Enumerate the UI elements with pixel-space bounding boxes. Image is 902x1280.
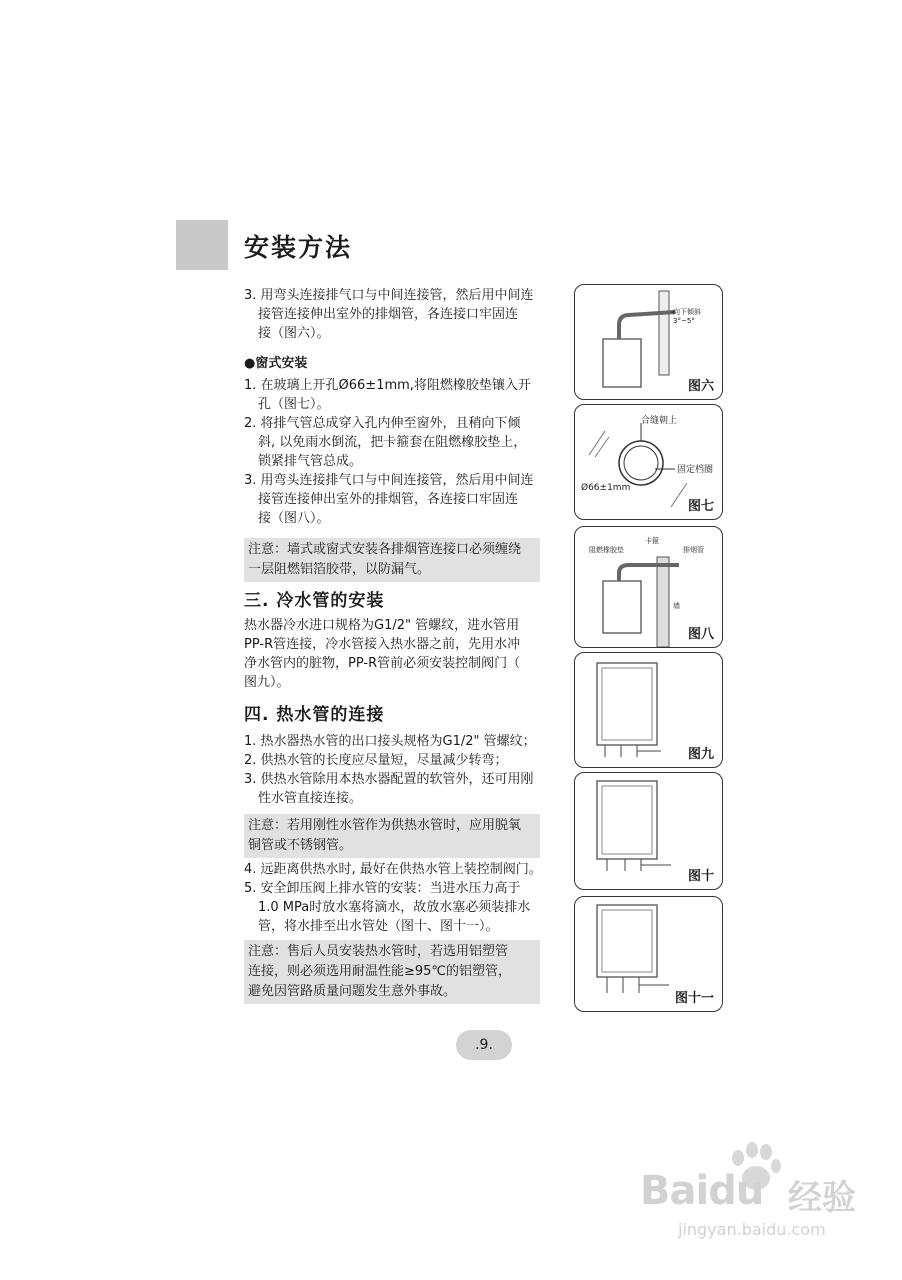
line: PP-R管连接，冷水管接入热水器之前，先用水冲	[244, 637, 521, 652]
line: 一层阻燃铝箔胶带，以防漏气。	[248, 562, 431, 577]
line: 注意：售后人员安装热水管时，若选用铝塑管	[248, 944, 509, 959]
figure-11	[574, 896, 723, 1012]
figure-8-label: 图八	[687, 627, 714, 642]
line: 3. 用弯头连接排气口与中间连接管，然后用中间连	[244, 288, 534, 303]
flue-pipe-note: 排烟管	[683, 546, 704, 554]
line: 3. 用弯头连接排气口与中间连接管，然后用中间连	[244, 473, 534, 488]
window-install-steps	[244, 376, 544, 528]
line: 铜管或不锈钢管。	[248, 838, 353, 853]
line: 4. 远距离供热水时, 最好在供热水管上装控制阀门。	[244, 862, 542, 877]
line: 1. 热水器热水管的出口接头规格为G1/2" 管螺纹；	[244, 734, 536, 749]
brand-latin-2: du	[708, 1168, 764, 1214]
line: 3. 供热水管除用本热水器配置的软管外，还可用刚	[244, 772, 534, 787]
section-marker-block	[176, 220, 228, 270]
line: 锁紧排气管总成。	[258, 454, 363, 469]
line: 孔（图七）。	[258, 397, 330, 412]
retaining-ring-note: 固定档圈	[677, 465, 714, 475]
note-box-rigid-pipe	[244, 814, 540, 858]
pad-note: 阻燃橡胶垫	[589, 546, 624, 554]
line: 接管连接伸出室外的排烟管，各连接口牢固连	[258, 492, 519, 507]
line: 接管连接伸出室外的排烟管，各连接口牢固连	[258, 307, 519, 322]
seam-up-note: 合缝朝上	[641, 416, 678, 426]
baidu-jingyan-watermark	[640, 1150, 890, 1250]
slope-note: 向下倾斜3°~5°	[673, 308, 701, 325]
line: 避免因管路质量问题发生意外事故。	[248, 984, 457, 999]
hot-water-steps-2	[244, 860, 544, 936]
line: 注意：若用刚性水管作为供热水管时，应用脱氧	[248, 818, 522, 833]
hole-diameter-note: Ø66±1mm	[581, 483, 631, 493]
brand-cn: 经验	[788, 1178, 856, 1218]
window-install-heading: ●窗式安装	[244, 356, 308, 371]
line: 热水器冷水进口规格为G1/2" 管螺纹，进水管用	[244, 618, 520, 633]
cold-water-heading: 三. 冷水管的安装	[244, 591, 385, 611]
page-title: 安装方法	[244, 233, 353, 262]
line: 1. 在玻璃上开孔Ø66±1mm,将阻燃橡胶垫镶入开	[244, 378, 531, 393]
hot-water-heading: 四. 热水管的连接	[244, 705, 385, 725]
figure-7-label: 图七	[687, 499, 714, 514]
figure-10-label: 图十	[687, 869, 714, 884]
line: 图九）。	[244, 675, 290, 690]
line: 净水管内的脏物，PP-R管前必须安装控制阀门（	[244, 656, 521, 671]
line: 2. 供热水管的长度应尽量短，尽量减少转弯；	[244, 753, 508, 768]
line: 5. 安全卸压阀上排水管的安装：当进水压力高于	[244, 881, 521, 896]
page-number: .9.	[456, 1030, 512, 1060]
figure-7	[574, 404, 723, 520]
figure-11-label: 图十一	[674, 991, 714, 1006]
line: 接（图六）。	[258, 326, 330, 341]
watermark-url: jingyan.baidu.com	[678, 1220, 826, 1239]
figure-9	[574, 652, 723, 768]
figure-10	[574, 772, 723, 890]
cold-water-body	[244, 616, 544, 692]
clamp-note: 卡箍	[645, 537, 659, 545]
line: 连接，则必须选用耐温性能≥95℃的铝塑管，	[248, 964, 512, 979]
line: 管，将水排至出水管处（图十、图十一）。	[258, 919, 499, 934]
line: 性水管直接连接。	[258, 791, 363, 806]
line: 1.0 MPa时放水塞将滴水，故放水塞必须装排水	[258, 900, 531, 915]
note-box-sealing	[244, 538, 540, 582]
figure-6	[574, 284, 723, 400]
wall-install-step-3	[244, 286, 544, 343]
line: 接（图八）。	[258, 511, 330, 526]
figure-9-label: 图九	[687, 747, 714, 762]
hot-water-steps	[244, 732, 544, 808]
figure-8	[574, 526, 723, 648]
line: 注意：墙式或窗式安装各排烟管连接口必须缠绕	[248, 542, 522, 557]
wall-note: 墙	[673, 602, 680, 610]
line: 2. 将排气管总成穿入孔内伸至窗外，且稍向下倾	[244, 416, 521, 431]
note-box-aluminum-plastic	[244, 940, 540, 1004]
brand-latin: Bai	[640, 1168, 709, 1214]
line: 斜, 以免雨水倒流，把卡箍套在阻燃橡胶垫上，	[258, 435, 527, 450]
figure-6-label: 图六	[687, 379, 714, 394]
